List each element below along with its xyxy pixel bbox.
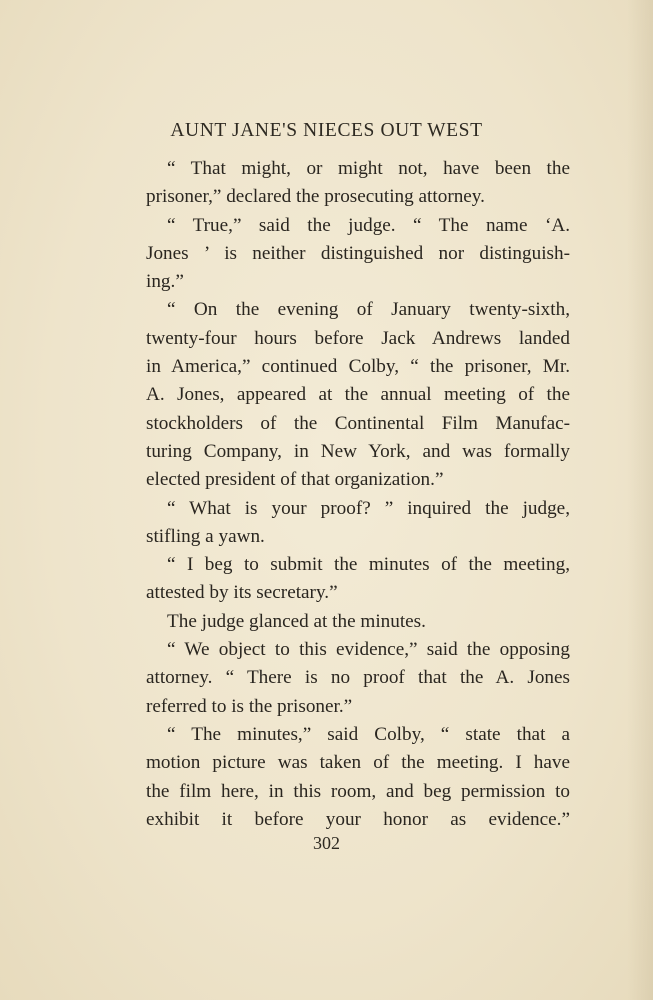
- text-line: “ True,” said the judge. “ The name ‘A.: [167, 214, 570, 236]
- text-line: prisoner,” declared the prosecuting attorney.: [146, 186, 485, 208]
- text-line: stifling a yawn.: [146, 525, 265, 547]
- text-line: attorney. “ There is no proof that the A. Jones: [146, 667, 570, 689]
- text-line: A. Jones, appeared at the annual meeting of the: [146, 384, 570, 406]
- text-line: ing.”: [146, 271, 184, 293]
- running-head: AUNT JANE'S NIECES OUT WEST: [170, 120, 483, 141]
- text-line: elected president of that organization.”: [146, 469, 444, 491]
- text-line: exhibit it before your honor as evidence.”: [146, 808, 570, 830]
- text-line: twenty-four hours before Jack Andrews landed: [146, 327, 570, 349]
- text-line: referred to is the prisoner.”: [146, 695, 353, 717]
- text-line: “ That might, or might not, have been the: [167, 158, 570, 179]
- text-line: turing Company, in New York, and was formally: [146, 440, 570, 462]
- text-line: motion picture was taken of the meeting. I have: [146, 752, 570, 774]
- text-line: “ On the evening of January twenty-sixth,: [167, 299, 570, 321]
- text-line: in America,” continued Colby, “ the prisoner, Mr.: [146, 356, 570, 378]
- text-line: The judge glanced at the minutes.: [167, 610, 426, 632]
- text-line: “ The minutes,” said Colby, “ state that a: [167, 723, 570, 745]
- text-line: Jones ’ is neither distinguished nor distinguish-: [146, 242, 570, 264]
- text-line: “ What is your proof? ” inquired the judge,: [167, 497, 570, 519]
- page-number: 302: [313, 833, 340, 853]
- text-line: stockholders of the Continental Film Manufac-: [146, 412, 570, 434]
- text-line: “ We object to this evidence,” said the opposing: [167, 639, 570, 661]
- text-line: “ I beg to submit the minutes of the meeting,: [167, 554, 570, 576]
- text-line: attested by its secretary.”: [146, 582, 338, 604]
- body-text: [146, 155, 570, 834]
- text-line: the film here, in this room, and beg permission to: [146, 780, 570, 802]
